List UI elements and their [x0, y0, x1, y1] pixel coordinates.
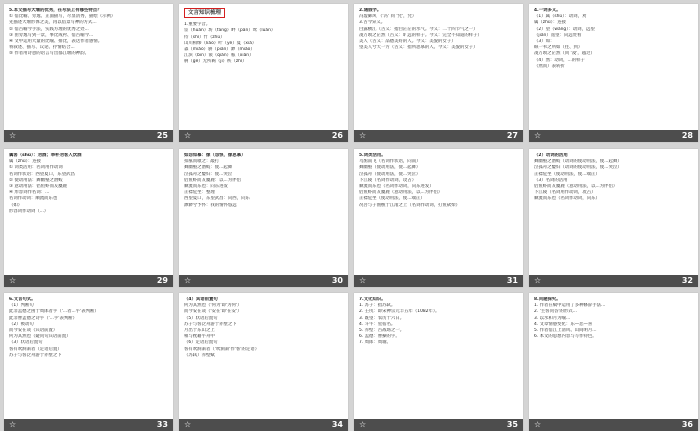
slide-content — [359, 8, 519, 128]
slide-text-line: 名词作动词：顺流而东也 — [9, 196, 58, 202]
slide-text-line: 白露横江（古义：指白茫茫的水气。今义：二十四节气之一） — [359, 26, 478, 32]
slide-text-line: 1. 苏子：指苏轼。 — [359, 303, 396, 309]
slide-text-line: 5. 赤壁：古战场之一。 — [359, 328, 405, 334]
slide-thumbnail[interactable] — [4, 4, 173, 142]
slide-text-line: 况吾与子渔樵于江渚之上（名词作动词，打鱼砍柴） — [359, 202, 460, 208]
slide-text-line: 泣孤舟之嫠妇：使...哭泣 — [184, 171, 233, 177]
slide-number: 28 — [681, 131, 693, 140]
star-icon[interactable]: ☆ — [534, 276, 542, 285]
slide-text-line: 望美人兮天一方（古义：指所思慕的人。今义：美貌的女子） — [359, 45, 478, 51]
slide-content — [9, 8, 169, 128]
slide-text-line: 舞幽壑之潜蛟：使...起舞 — [184, 165, 233, 171]
slide-text-line: 而今安在哉（宾语前置） — [9, 328, 58, 334]
slide-thumbnail[interactable] — [529, 4, 698, 142]
slide-text-line: 3.古今异义。 — [359, 20, 386, 26]
slide-text-line: 渺渺兮予怀：我的情怀悠远 — [184, 202, 237, 208]
slide-text-line: （6）定语后置句 — [184, 340, 218, 346]
slide-text-line: 5.本文描写大堰的优秀，在写法上有哪些特点？ — [9, 8, 102, 13]
slide-text-line: （然而）表转折 — [534, 63, 565, 69]
slide-text-line: （3）状语后置句 — [9, 340, 43, 346]
slide-text-line: 江滨（bīn）嵌（qiàn）舷（xián） — [184, 53, 254, 59]
slide-text-line: 7.文化知识。 — [359, 297, 386, 302]
slide-text-line: 舞幽壑之潜蛟（动词的使动用法，使...起舞） — [534, 159, 622, 165]
slide-text-line: ④ 形容词作名词：... — [9, 190, 50, 196]
slide-text-line: 下江陵（名词作动词，攻占） — [359, 177, 417, 183]
slide-text-line: 5.词类活用。 — [359, 153, 386, 158]
slide-footer-bar — [354, 130, 523, 142]
slide-footer-bar — [4, 275, 173, 287]
slide-thumbnail[interactable] — [4, 149, 173, 287]
slide-text-line: 冯虚御风 （'冯' 同 '凭'，凭） — [359, 14, 417, 20]
slide-text-line: ③ 由旁逸写到一景，事比成衬、借古喻今... — [9, 32, 94, 38]
slide-text-line: （jiàn）遥望：向远处看 — [534, 32, 582, 38]
slide-text-line: 西望夏口，东望武昌：向西，向东 — [184, 196, 250, 202]
slide-text-line: 淼（miǎo）骈（pián）渺（miǎo） — [184, 47, 255, 53]
slide-text-line: 属（zhǔ）：连接 — [9, 159, 42, 165]
slide-footer-bar — [4, 419, 173, 431]
slide-text-line: 侣鱼虾而友麋鹿：以...为伴侣 — [184, 177, 241, 183]
slide-number: 34 — [331, 420, 343, 429]
slide-text-line: 顺流而东也（名词作动词，向东） — [534, 196, 600, 202]
slide-text-line: 正襟危坐（使动用法，使...端正） — [534, 171, 600, 177]
slide-thumbnail[interactable] — [179, 293, 348, 431]
slide-text-line: 1.重要字音。 — [184, 22, 211, 28]
slide-footer-bar — [529, 419, 698, 431]
slide-text-line: 6. 本文的思想内容与写作特色。 — [534, 334, 597, 340]
slide-thumbnail[interactable] — [179, 4, 348, 142]
slide-text-line: 5. 作者借江上清风、山间明月... — [534, 328, 597, 334]
slide-text-line: 属客（shǔ）：劝酒；举杯劝客人饮酒 — [9, 153, 82, 158]
slide-text-line: 2. '主客问答'的形式... — [534, 309, 577, 315]
slide-number: 31 — [506, 276, 518, 285]
slide-text-line: 凌万顷之茫然（同 '凌'，越过） — [534, 51, 595, 57]
slide-text-line: ② 借古喻今手法，实践方理的优秀之处... — [9, 26, 89, 32]
slide-footer-bar — [354, 275, 523, 287]
slide-text-line: （2）望（wàng）：动词，远望 — [534, 26, 595, 32]
slide-text-line: （苏轼）赤壁赋 — [184, 352, 215, 358]
slide-text-line: 正襟危坐：整理 — [184, 190, 215, 196]
slide-text-line: 乌鹊南飞（名词作状语，向南） — [359, 159, 421, 165]
slide-number: 36 — [681, 420, 693, 429]
slide-text-line: 侣鱼虾而友麋鹿（意动用法，以...为伴侣） — [534, 184, 618, 190]
slide-text-line: 相与枕藉乎舟中 — [184, 334, 215, 340]
slide-text-line: 此非孟德之困于周郎者乎（'...者...乎'表判断） — [9, 309, 99, 315]
slide-text-line: 3. 既望：农历十六日。 — [359, 315, 405, 321]
slide-text-line: 纵一苇之所如（往、到） — [534, 45, 583, 51]
slide-text-line: 苏子与客泛舟游于赤壁之下 — [9, 352, 62, 358]
slide-thumbnail[interactable] — [354, 4, 523, 142]
slide-text-line: 2.通假字。 — [359, 8, 382, 13]
slide-text-line: 名词作状语：西望夏口，东望武昌 — [9, 171, 75, 177]
slide-text-line: 客有吹洞箫者（'吹洞箫'作'客'的定语） — [184, 346, 260, 352]
slide-footer-bar — [529, 275, 698, 287]
slide-text-line: 6. 孟德：曹操的字。 — [359, 334, 400, 340]
slide-text-line: 4. 文章情感变化：乐—悲—喜 — [534, 321, 593, 327]
slide-text-line: ④ 文中运用大量的比喻、排比，表达作者感情。 — [9, 39, 103, 45]
slide-footer-bar — [4, 130, 173, 142]
slide-thumbnail[interactable] — [179, 149, 348, 287]
slide-text-line: （3）名词的活用 — [534, 177, 568, 183]
star-icon[interactable]: ☆ — [184, 420, 192, 429]
star-icon[interactable]: ☆ — [184, 131, 192, 140]
slide-text-line: 宦（huàn）坊（fāng）畔（pàn）鸾（luán） — [184, 28, 276, 34]
slide-text-line: 山川相缪（liáo）叶（yè）夏（xià） — [184, 40, 257, 46]
slide-number: 35 — [506, 420, 518, 429]
slide-text-line: （3）如： — [534, 39, 555, 45]
slide-text-line: 何为其然也（疑问句宾语前置） — [9, 334, 71, 340]
slide-text-line: ① 借比喻、旁逸、正面描写，尽显清秀，描绘（示例） — [9, 14, 116, 20]
slide-thumbnail[interactable] — [529, 293, 698, 431]
star-icon[interactable]: ☆ — [9, 276, 17, 285]
slide-text-line: ② 使动用法：舞幽壑之潜蛟 — [9, 177, 63, 183]
slide-thumbnail[interactable] — [354, 149, 523, 287]
slide-text-line: （1）属（shǔ）：动词，劝 — [534, 14, 587, 20]
slide-footer-bar — [179, 130, 348, 142]
slide-text-line: 月出于东山之上 — [184, 328, 215, 334]
slide-text-line: （5）状语后置句 — [184, 315, 218, 321]
slide-text-line: 而今安在哉（'安在'即'在安'） — [184, 309, 242, 315]
slide-text-line: 2. 壬戌：即宋神宗元丰五年（1082年）。 — [359, 309, 440, 315]
slide-content — [184, 297, 344, 417]
slide-text-line: 1. 作者在赋中运用了多种修辞手法... — [534, 303, 606, 309]
slide-text-line: 扣舷而歌之：敲打 — [184, 159, 220, 165]
slide-number: 30 — [331, 276, 343, 285]
slide-footer-bar — [179, 275, 348, 287]
slide-text-line: 何为其然也（'何为'即'为何'） — [184, 303, 242, 309]
slide-text-line: （4）然：动词，...的样子 — [534, 57, 585, 63]
star-icon[interactable]: ☆ — [359, 276, 367, 285]
slide-text-line: 3. 以水和月为喻... — [534, 315, 571, 321]
slide-content — [359, 153, 519, 273]
slide-text-line: 如怨如慕：像（怨恨、像思慕） — [184, 153, 246, 158]
star-icon[interactable]: ☆ — [184, 276, 192, 285]
slide-text-line: 4.一词多义。 — [534, 8, 561, 13]
slide-number: 27 — [506, 131, 518, 140]
star-icon[interactable]: ☆ — [9, 420, 17, 429]
slide-text-line: 4. 斗牛：星宿名。 — [359, 321, 396, 327]
slide-text-line: 侍（shì）竹（zhú） — [184, 34, 225, 40]
slide-text-line: 泣孤舟（使动用法，使...哭泣） — [359, 171, 421, 177]
slide-text-line: 8.问题探究。 — [534, 297, 561, 302]
slide-content — [534, 8, 694, 128]
slide-section-tag: 文言知识梳理 — [184, 8, 225, 18]
slide-text-line: （4）宾语前置句 — [184, 297, 218, 302]
slide-content — [9, 153, 169, 273]
slide-text-line: ① 词类活用：名词用作动词 — [9, 165, 63, 171]
slide-thumbnail[interactable] — [529, 149, 698, 287]
slide-text-line: 此非曹孟德之诗乎（'...乎'表判断） — [9, 315, 78, 321]
star-icon[interactable]: ☆ — [534, 420, 542, 429]
slide-content — [534, 297, 694, 417]
slide-thumbnail[interactable] — [354, 293, 523, 431]
slide-text-line: 先描述大堰形体之美，再以借景写神的方式... — [9, 20, 97, 26]
slide-content — [534, 153, 694, 273]
slide-text-line: 形容词作动词（...） — [9, 208, 49, 214]
slide-text-line: 下江陵（名词用作动词，攻占） — [534, 190, 596, 196]
slide-text-line: 泣孤舟之嫠妇（动词的使动用法，使...哭泣） — [534, 165, 622, 171]
slide-number: 25 — [156, 131, 168, 140]
slide-number: 26 — [331, 131, 343, 140]
slide-thumbnail[interactable] — [4, 293, 173, 431]
slide-text-line: （2）动词的活用 — [534, 153, 568, 158]
slide-text-line: 凌万顷之茫然（古义：旷远的样子。今义：完全不知道的样子） — [359, 32, 482, 38]
slide-number: 33 — [156, 420, 168, 429]
slide-text-line: （1）判断句 — [9, 303, 34, 309]
slide-text-line: 6.文言句式。 — [9, 297, 36, 302]
star-icon[interactable]: ☆ — [359, 131, 367, 140]
slide-text-line: 将叙述、描写、议论、抒情结合... — [9, 45, 75, 51]
slide-text-line: 美人（古义：品德美好的人。今义：美貌的女子） — [359, 39, 456, 45]
slide-text-line: 苏子与客泛舟游于赤壁之下 — [184, 321, 237, 327]
slide-text-line: 客有吹洞箫者（定语后置） — [9, 346, 62, 352]
slide-text-line: （如） — [9, 202, 23, 208]
slide-text-line: 属（zhǔ）：连接 — [534, 20, 567, 26]
star-icon[interactable]: ☆ — [9, 131, 17, 140]
slide-text-line: 顺流而东也（名词作动词，向东进发） — [359, 184, 434, 190]
slide-text-line: 正襟危坐（使动用法，使...端正） — [359, 196, 425, 202]
slide-text-line: 舸（gě）无所羁（jī）秩（zhì） — [184, 59, 247, 65]
slide-content — [359, 297, 519, 417]
slide-text-line: 顺流而东也：向东进发 — [184, 184, 228, 190]
slide-footer-bar — [529, 130, 698, 142]
slide-number: 29 — [156, 276, 168, 285]
slide-text-line: 侣鱼虾而友麋鹿（意动用法，以...为伴侣） — [359, 190, 443, 196]
slide-text-line: 舞幽壑（使动用法，使...起舞） — [359, 165, 421, 171]
star-icon[interactable]: ☆ — [359, 420, 367, 429]
slide-text-line: （2）被动句 — [9, 321, 34, 327]
slide-footer-bar — [354, 419, 523, 431]
star-icon[interactable]: ☆ — [534, 131, 542, 140]
slide-content — [184, 153, 344, 273]
slide-number: 32 — [681, 276, 693, 285]
slide-content — [184, 8, 344, 128]
slide-text-line: ⑤ 作者用诗意的语言写出都江堰的神韵。 — [9, 51, 89, 57]
slide-text-line: 7. 周郎：周瑜。 — [359, 340, 391, 346]
slide-text-line: ③ 意动用法：侣鱼虾而友麋鹿 — [9, 184, 68, 190]
slide-footer-bar — [179, 419, 348, 431]
slide-content — [9, 297, 169, 417]
